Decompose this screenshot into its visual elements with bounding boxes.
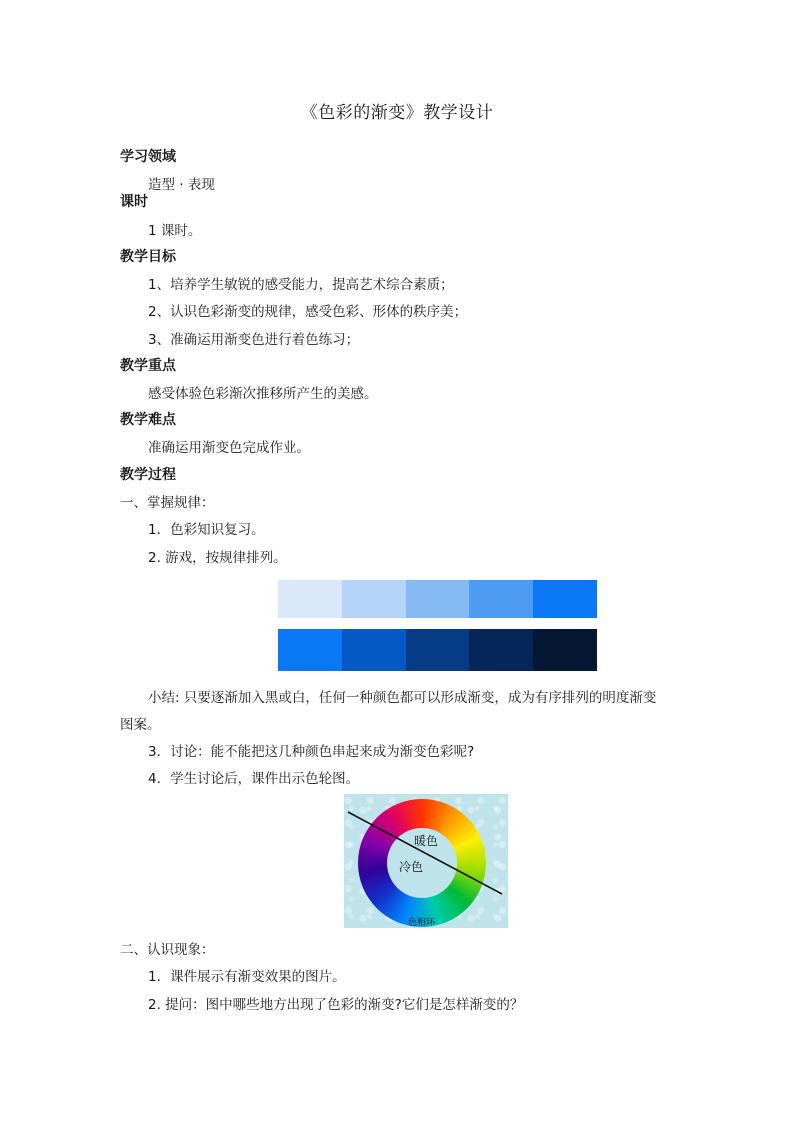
gradient-cell — [278, 629, 342, 671]
divider-line — [344, 794, 508, 928]
goal-item: 1、培养学生敏锐的感受能力，提高艺术综合素质； — [148, 277, 454, 293]
gradient-cell — [469, 580, 533, 618]
gradient-cell — [469, 629, 533, 671]
heading-teaching-process: 教学过程 — [120, 467, 176, 483]
goal-item: 3、准确运用渐变色进行着色练习； — [148, 332, 360, 348]
process-part2-title: 二、认识现象： — [120, 942, 215, 958]
heading-teaching-goals: 教学目标 — [120, 249, 176, 265]
learning-domain-text: 造型 · 表现 — [148, 177, 215, 193]
gradient-cell — [342, 629, 406, 671]
document-title: 《色彩的渐变》教学设计 — [300, 103, 494, 123]
color-wheel-image — [344, 794, 508, 928]
process-item: 2. 游戏，按规律排列。 — [148, 550, 287, 566]
goal-item: 2、认识色彩渐变的规律，感受色彩、形体的秩序美； — [148, 304, 468, 320]
process-part1-title: 一、掌握规律： — [120, 495, 215, 511]
light-gradient-strip — [278, 580, 597, 618]
process-item: 1．色彩知识复习。 — [148, 522, 265, 538]
gradient-cell — [406, 580, 470, 618]
gradient-cell — [342, 580, 406, 618]
class-hours-text: 1 课时。 — [148, 223, 202, 239]
difficulties-text: 准确运用渐变色完成作业。 — [148, 440, 310, 456]
key-points-text: 感受体验色彩渐次推移所产生的美感。 — [148, 386, 378, 402]
warm-color-label: 暖色 — [414, 834, 439, 848]
gradient-cell — [278, 580, 342, 618]
heading-class-hours: 课时 — [120, 194, 148, 210]
cool-color-label: 冷色 — [399, 860, 424, 874]
gradient-cell — [533, 580, 597, 618]
heading-learning-domain: 学习领域 — [120, 149, 176, 165]
summary-text-line1: 小结: 只要逐渐加入黑或白，任何一种颜色都可以形成渐变，成为有序排列的明度渐变 — [148, 690, 657, 706]
heading-difficulties: 教学难点 — [120, 412, 176, 428]
process-item: 2. 提问：图中哪些地方出现了色彩的渐变?它们是怎样渐变的？ — [148, 997, 524, 1013]
summary-text-line2: 图案。 — [120, 717, 161, 733]
dark-gradient-strip — [278, 629, 597, 671]
gradient-cell — [533, 629, 597, 671]
gradient-cell — [406, 629, 470, 671]
process-item: 3．讨论：能不能把这几种颜色串起来成为渐变色彩呢? — [148, 744, 475, 760]
heading-key-points: 教学重点 — [120, 358, 176, 374]
process-item: 1．课件展示有渐变效果的图片。 — [148, 969, 346, 985]
color-wheel-caption: 色相环 — [408, 918, 436, 928]
process-item: 4．学生讨论后，课件出示色轮图。 — [148, 771, 360, 787]
